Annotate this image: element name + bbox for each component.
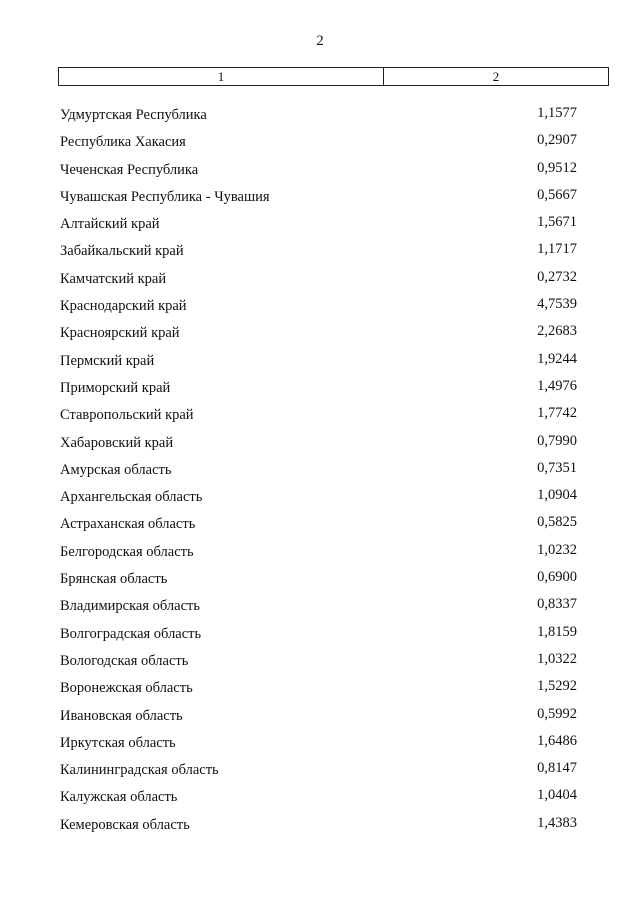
table-row: [0, 460, 640, 487]
region-name: Хабаровский край: [60, 434, 174, 451]
table-row: [0, 596, 640, 623]
region-value: 1,6486: [537, 732, 577, 749]
region-value: 1,7742: [537, 405, 577, 422]
table-row: [0, 214, 640, 241]
region-value: 1,8159: [537, 623, 577, 640]
region-value: 0,7990: [537, 432, 577, 449]
region-name: Брянская область: [60, 571, 168, 588]
region-name: Ивановская область: [60, 707, 183, 724]
region-name: Камчатский край: [60, 270, 167, 287]
region-value: 1,1717: [537, 241, 577, 258]
table-row: [0, 569, 640, 596]
table-row: [0, 624, 640, 651]
table-row: [0, 160, 640, 187]
region-name: Амурская область: [60, 461, 172, 478]
region-name: Чеченская Республика: [60, 161, 199, 178]
region-name: Калининградская область: [60, 762, 219, 779]
region-value: 1,0322: [537, 650, 577, 667]
region-name: Воронежская область: [60, 680, 193, 697]
region-name: Алтайский край: [60, 216, 160, 233]
table-row: [0, 323, 640, 350]
region-value: 0,2907: [537, 132, 577, 149]
region-name: Иркутская область: [60, 734, 176, 751]
table-row: [0, 760, 640, 787]
region-value: 1,0904: [537, 487, 577, 504]
region-name: Астраханская область: [60, 516, 196, 533]
region-value: 4,7539: [537, 296, 577, 313]
table-row: [0, 514, 640, 541]
table-row: [0, 433, 640, 460]
region-value: 1,0232: [537, 541, 577, 558]
region-name: Кемеровская область: [60, 816, 190, 833]
region-value: 0,7351: [537, 459, 577, 476]
table-row: [0, 706, 640, 733]
region-name: Архангельская область: [60, 489, 203, 506]
region-name: Пермский край: [60, 352, 155, 369]
table-row: [0, 351, 640, 378]
region-name: Забайкальский край: [60, 243, 184, 260]
region-value: 0,5992: [537, 705, 577, 722]
region-name: Приморский край: [60, 379, 171, 396]
region-value: 1,5671: [537, 214, 577, 231]
region-name: Вологодская область: [60, 652, 189, 669]
region-value: 0,5825: [537, 514, 577, 531]
region-value: 0,6900: [537, 569, 577, 586]
table-row: [0, 787, 640, 814]
region-name: Белгородская область: [60, 543, 194, 560]
region-name: Калужская область: [60, 789, 178, 806]
region-value: 0,9512: [537, 159, 577, 176]
region-value: 0,8147: [537, 760, 577, 777]
region-value: 1,4976: [537, 377, 577, 394]
table-row: [0, 815, 640, 842]
table-row: [0, 651, 640, 678]
region-name: Красноярский край: [60, 325, 180, 342]
page-number: 2: [316, 33, 324, 49]
region-name: Краснодарский край: [60, 298, 187, 315]
region-name: Удмуртская Республика: [60, 107, 207, 123]
region-value: 1,0404: [537, 787, 577, 804]
header-column-2: 2: [492, 69, 500, 84]
region-value: 1,1577: [537, 105, 577, 121]
region-name: Чувашская Республика - Чувашия: [60, 188, 270, 205]
region-value: 1,9244: [537, 350, 577, 367]
table-row: [0, 678, 640, 705]
table-row: [0, 132, 640, 159]
table-row: [0, 405, 640, 432]
table-header: [58, 67, 609, 86]
region-value: 0,2732: [537, 268, 577, 285]
region-name: Республика Хакасия: [60, 134, 186, 151]
region-value: 1,4383: [537, 814, 577, 831]
region-name: Владимирская область: [60, 598, 200, 615]
table-row: [0, 187, 640, 214]
table-row: [0, 269, 640, 296]
region-value: 2,2683: [537, 323, 577, 340]
region-name: Ставропольский край: [60, 407, 194, 424]
table-row: [0, 733, 640, 760]
table-body: [0, 105, 640, 842]
table-row: [0, 378, 640, 405]
region-value: 1,5292: [537, 678, 577, 695]
header-column-1: 1: [59, 68, 384, 85]
region-value: 0,5667: [537, 186, 577, 203]
table-row: [0, 487, 640, 514]
table-row: [0, 241, 640, 268]
region-value: 0,8337: [537, 596, 577, 613]
table-row: [0, 542, 640, 569]
table-row: [0, 296, 640, 323]
region-name: Волгоградская область: [60, 625, 202, 642]
table-row: [0, 105, 640, 132]
